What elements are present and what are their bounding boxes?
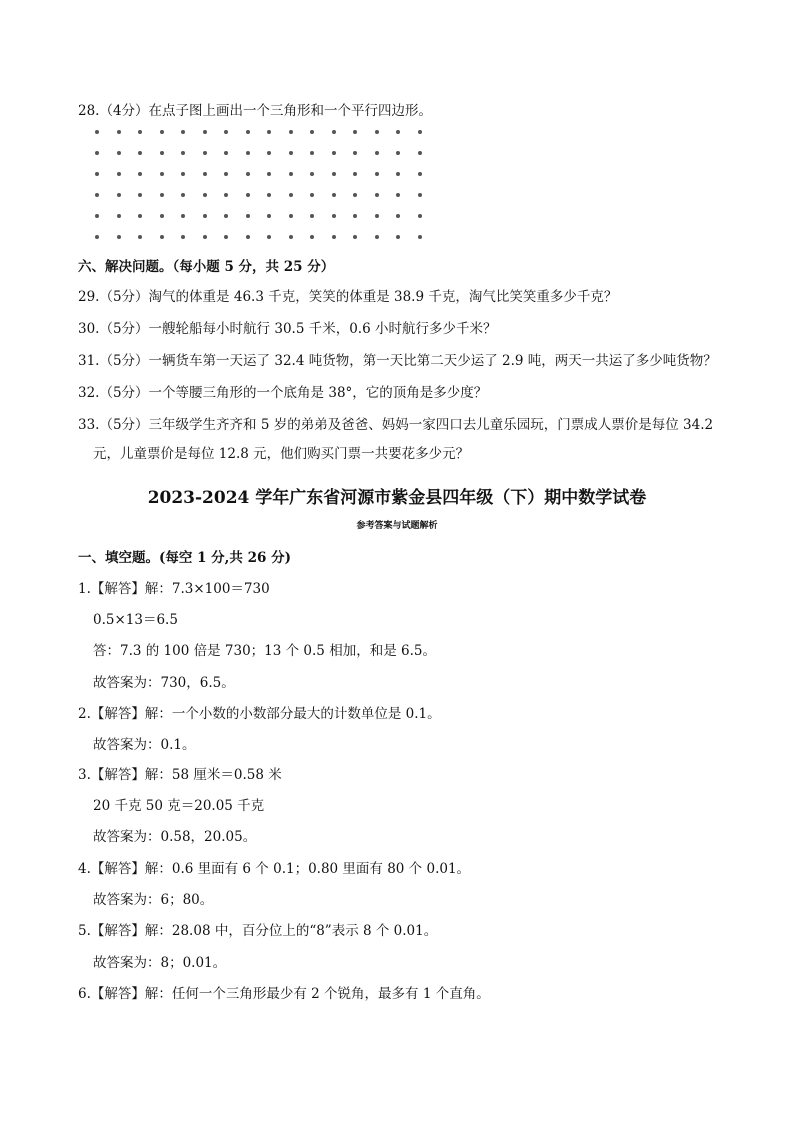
grid-dot bbox=[203, 172, 207, 176]
grid-dot bbox=[203, 130, 207, 134]
grid-dot bbox=[138, 214, 142, 218]
grid-dot bbox=[160, 214, 164, 218]
grid-dot bbox=[289, 193, 293, 197]
question-28: 28.（4分）在点子图上画出一个三角形和一个平行四边形。 bbox=[78, 103, 433, 119]
grid-dot bbox=[353, 130, 357, 134]
grid-dot bbox=[117, 130, 121, 134]
grid-dot bbox=[117, 193, 121, 197]
grid-dot bbox=[117, 172, 121, 176]
grid-dot bbox=[267, 193, 271, 197]
grid-dot bbox=[246, 193, 250, 197]
grid-dot bbox=[418, 172, 422, 176]
grid-dot bbox=[160, 193, 164, 197]
document-title: 2023-2024 学年广东省河源市紫金县四年级（下）期中数学试卷 bbox=[147, 488, 647, 508]
question-30: 30.（5分）一艘轮船每小时航行 30.5 千米，0.6 小时航行多少千米？ bbox=[78, 321, 497, 337]
section-1-heading: 一、填空题。(每空 1 分,共 26 分) bbox=[78, 550, 291, 566]
grid-dot bbox=[375, 151, 379, 155]
question-31: 31.（5分）一辆货车第一天运了 32.4 吨货物，第一天比第二天少运了 2.9 吨，两天一共运了多少吨货物？ bbox=[78, 353, 717, 369]
grid-dot bbox=[224, 193, 228, 197]
grid-dot bbox=[289, 130, 293, 134]
answer-2-line-2: 故答案为：0.1。 bbox=[93, 737, 196, 753]
grid-dot bbox=[267, 172, 271, 176]
grid-dot bbox=[396, 151, 400, 155]
grid-dot bbox=[160, 151, 164, 155]
grid-dot bbox=[353, 172, 357, 176]
grid-dot bbox=[396, 235, 400, 239]
grid-dot bbox=[246, 214, 250, 218]
answer-1-line-1: 1.【解答】解：7.3×100＝730 bbox=[78, 581, 270, 597]
grid-dot bbox=[375, 172, 379, 176]
grid-dot bbox=[138, 172, 142, 176]
grid-dot bbox=[267, 151, 271, 155]
grid-dot bbox=[310, 130, 314, 134]
grid-dot bbox=[332, 235, 336, 239]
grid-dot bbox=[95, 235, 99, 239]
grid-dot bbox=[224, 172, 228, 176]
grid-dot bbox=[396, 193, 400, 197]
grid-dot bbox=[310, 151, 314, 155]
answer-3-line-1: 3.【解答】解：58 厘米＝0.58 米 bbox=[78, 767, 282, 783]
question-33-line-2: 元，儿童票价是每位 12.8 元，他们购买门票一共要花多少元？ bbox=[93, 446, 470, 462]
grid-dot bbox=[375, 193, 379, 197]
grid-dot bbox=[289, 151, 293, 155]
grid-dot bbox=[396, 172, 400, 176]
grid-dot bbox=[95, 214, 99, 218]
grid-dot bbox=[375, 130, 379, 134]
grid-dot bbox=[138, 193, 142, 197]
grid-dot bbox=[160, 172, 164, 176]
question-32: 32.（5分）一个等腰三角形的一个底角是 38°，它的顶角是多少度？ bbox=[78, 385, 488, 401]
grid-dot bbox=[353, 193, 357, 197]
grid-dot bbox=[203, 235, 207, 239]
grid-dot bbox=[418, 130, 422, 134]
grid-dot bbox=[138, 130, 142, 134]
grid-dot bbox=[95, 130, 99, 134]
grid-dot bbox=[267, 235, 271, 239]
grid-dot bbox=[95, 193, 99, 197]
grid-dot bbox=[310, 214, 314, 218]
grid-dot bbox=[138, 235, 142, 239]
grid-dot bbox=[224, 130, 228, 134]
grid-dot bbox=[246, 151, 250, 155]
question-29: 29.（5分）淘气的体重是 46.3 千克，笑笑的体重是 38.9 千克，淘气比笑笑重多少千克？ bbox=[78, 289, 618, 305]
answer-1-line-4: 故答案为：730，6.5。 bbox=[93, 675, 235, 691]
grid-dot bbox=[375, 235, 379, 239]
grid-dot bbox=[418, 151, 422, 155]
grid-dot bbox=[267, 130, 271, 134]
grid-dot bbox=[332, 214, 336, 218]
question-33-line-1: 33.（5分）三年级学生齐齐和 5 岁的弟弟及爸爸、妈妈一家四口去儿童乐园玩，门票成人票价是每位 34.2 bbox=[78, 417, 714, 433]
answer-3-line-2: 20 千克 50 克＝20.05 千克 bbox=[93, 798, 265, 814]
answer-1-line-3: 答：7.3 的 100 倍是 730；13 个 0.5 相加，和是 6.5。 bbox=[93, 643, 436, 659]
grid-dot bbox=[332, 193, 336, 197]
section-6-heading: 六、解决问题。（每小题 5 分，共 25 分） bbox=[78, 259, 335, 275]
grid-dot bbox=[310, 235, 314, 239]
grid-dot bbox=[95, 151, 99, 155]
grid-dot bbox=[246, 172, 250, 176]
grid-dot bbox=[224, 151, 228, 155]
answer-6-line-1: 6.【解答】解：任何一个三角形最少有 2 个锐角，最多有 1 个直角。 bbox=[78, 986, 490, 1002]
grid-dot bbox=[396, 130, 400, 134]
grid-dot bbox=[246, 130, 250, 134]
grid-dot bbox=[289, 172, 293, 176]
grid-dot bbox=[375, 214, 379, 218]
grid-dot bbox=[353, 151, 357, 155]
grid-dot bbox=[310, 193, 314, 197]
grid-dot bbox=[138, 151, 142, 155]
grid-dot bbox=[353, 235, 357, 239]
grid-dot bbox=[224, 214, 228, 218]
grid-dot bbox=[332, 151, 336, 155]
grid-dot bbox=[267, 214, 271, 218]
grid-dot bbox=[353, 214, 357, 218]
grid-dot bbox=[224, 235, 228, 239]
answer-5-line-2: 故答案为：8；0.01。 bbox=[93, 955, 227, 971]
grid-dot bbox=[160, 130, 164, 134]
answer-4-line-1: 4.【解答】解：0.6 里面有 6 个 0.1；0.80 里面有 80 个 0.01。 bbox=[78, 861, 471, 877]
grid-dot bbox=[332, 172, 336, 176]
grid-dot bbox=[181, 193, 185, 197]
grid-dot bbox=[181, 151, 185, 155]
answer-4-line-2: 故答案为：6；80。 bbox=[93, 892, 214, 908]
answer-2-line-1: 2.【解答】解：一个小数的小数部分最大的计数单位是 0.1。 bbox=[78, 706, 441, 722]
answer-1-line-2: 0.5×13＝6.5 bbox=[93, 612, 178, 628]
grid-dot bbox=[203, 151, 207, 155]
grid-dot bbox=[117, 151, 121, 155]
grid-dot bbox=[95, 172, 99, 176]
answer-3-line-3: 故答案为：0.58，20.05。 bbox=[93, 829, 257, 845]
grid-dot bbox=[117, 235, 121, 239]
grid-dot bbox=[181, 214, 185, 218]
grid-dot bbox=[418, 214, 422, 218]
grid-dot bbox=[160, 235, 164, 239]
grid-dot bbox=[181, 172, 185, 176]
grid-dot bbox=[418, 193, 422, 197]
grid-dot bbox=[396, 214, 400, 218]
grid-dot bbox=[117, 214, 121, 218]
grid-dot bbox=[289, 214, 293, 218]
grid-dot bbox=[181, 130, 185, 134]
document-subtitle: 参考答案与试题解析 bbox=[356, 521, 438, 531]
grid-dot bbox=[203, 214, 207, 218]
grid-dot bbox=[203, 193, 207, 197]
grid-dot bbox=[289, 235, 293, 239]
grid-dot bbox=[181, 235, 185, 239]
grid-dot bbox=[310, 172, 314, 176]
answer-5-line-1: 5.【解答】解：28.08 中，百分位上的“8”表示 8 个 0.01。 bbox=[78, 923, 438, 939]
grid-dot bbox=[418, 235, 422, 239]
grid-dot bbox=[332, 130, 336, 134]
grid-dot bbox=[246, 235, 250, 239]
